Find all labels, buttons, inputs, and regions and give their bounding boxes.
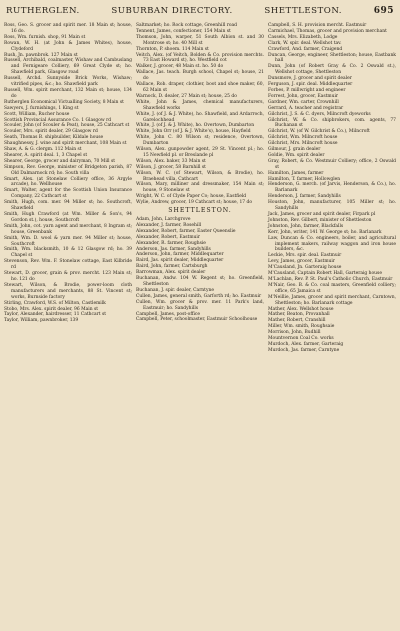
- left-column: [4, 23, 132, 324]
- directory-entry: Law, Duncan & Co. engineers, boiler, and agricultural implement makers, railway waggon and iron house builders, &c.: [268, 235, 396, 253]
- directory-entry: Cullen, James, general smith, Garforth rd; ho. Eastmuir: [136, 293, 262, 299]
- directory-entry: Mather, Robert, Cranshill: [268, 318, 326, 324]
- directory-entry: Duncan, George, engineer, Shettleston; house, Eastbank hall: [268, 52, 396, 64]
- directory-entry: Kerr, John, writer, 141 W. George st; ho. Barlanark: [268, 229, 382, 235]
- directory-entry: Alexander, J. farmer, Rosehill: [136, 222, 202, 228]
- directory-entry: Campbell, Peter, schoolmaster, Eastmuir Schoolhouse: [136, 317, 258, 323]
- page-header: [6, 6, 394, 20]
- directory-entry: Stirling, Crawford, W.S. of Milton, Castlemilk: [4, 300, 106, 306]
- directory-entry: Gilchrist, Wm. Milncroft house: [268, 135, 338, 141]
- page-number: 695: [373, 6, 394, 16]
- directory-entry: Smith, Wm. D. wool & yarn mer. 94 Miller st; house, Southcroft: [4, 235, 132, 247]
- directory-entry: White, J. (of J. & J. White), ho. Shawfield, and Ardarroch, Garelochhead: [136, 111, 264, 123]
- directory-entry: Alexander, Robert, Eastmuir: [136, 234, 200, 240]
- directory-entry: Clark, W. spir. deal. Wellshot tav.: [268, 40, 342, 46]
- directory-entry: Alexander, Robert, farmer, Easter Queenslie: [136, 228, 236, 234]
- directory-entry: Shearer, George, grocer and dairyman, 70 Mill st: [4, 158, 116, 164]
- directory-entry: Stewart, Wilson, & Brodie, power-loom cloth manufacturers and merchants, 88 St. Vincent st; works, Burnside factory: [4, 282, 132, 300]
- directory-entry: Stobo, Mrs. Alex. spirit dealer, 96 Main st: [4, 306, 99, 312]
- third-column: [268, 23, 396, 354]
- directory-entry: Barrowman, Alex. spirit dealer: [136, 270, 206, 276]
- directory-entry: Smith, Hugh Crawford (at Wm. Miller & Son's, 94 Gordon st.), house, Southcroft: [4, 212, 132, 223]
- directory-entry: M'Neillie, James, grocer and spirit merchant, Carntown, Shettleston; ho. Barlanark cottage: [268, 294, 396, 306]
- directory-entry: Ross, Geo. S. grocer and spirit mer. 18 Main st; house, 16 do.: [4, 23, 132, 34]
- directory-entry: Saltmarket; ho. Rock cottage, Greenhill road: [136, 23, 237, 28]
- directory-entry: Anderson, John, farmer, Middlequarter: [136, 252, 224, 258]
- directory-entry: Gardner, Wm. carter, Crownhill: [268, 99, 339, 105]
- directory-entry: Taylor, Alexander, hairdresser, 11 Cathcart st: [4, 312, 107, 318]
- directory-entry: Wallace, Rob. draper, clothier, boot and shoe maker, 60, 62 Main st: [136, 82, 264, 93]
- directory-entry: Wilson, Alex. gunpowder agent, 29 St. Vincent pl.; ho. 15 Newfield pl. or Breslande pl: [136, 147, 264, 158]
- directory-entry: Scouler, John (of Scouler & Peat), house, 25 Cathcart st: [4, 123, 130, 129]
- directory-entry: Gilchrist, W. & Co. shipbrokers, com. agents, 77 Buchanan st: [268, 117, 396, 129]
- directory-entry: Wright, W. C. of Clyde Paper Co; house, Eastfield: [136, 194, 247, 200]
- directory-entry: Johnston, Rev. Gilbert, minister of Shettleston: [268, 217, 372, 223]
- directory-entry: Goldie, Wm. spirit dealer: [268, 152, 325, 158]
- directory-entry: Russell, Archd. Sunnyside Brick Works, Wishaw; vitrified pipes, &c.; ho. Shawfield park: [4, 76, 132, 88]
- directory-entry: Baird, John, farmer, Cartsburgh: [136, 264, 208, 270]
- directory-entry: Leckie, Mrs. spir. deal. Eastmuir: [268, 253, 342, 259]
- directory-entry: Seath, Thomas B. shipbuilder, Kildale house: [4, 135, 104, 141]
- directory-entry: Murdoch, Jas. farmer, Carntyne: [268, 347, 340, 353]
- directory-entry: Tennent, James, confectioner, 154 Main st: [136, 28, 231, 34]
- directory-entry: Adam, John, Larchgrove: [136, 217, 191, 222]
- directory-entry: Jack, James, grocer and spirit dealer, Firpark pl: [268, 212, 376, 217]
- directory-entry: Forbes, P. millwright and engineer: [268, 87, 346, 93]
- directory-entry: Wallace, Jas. teach. Burgh school, Chapel st; house, 21 do: [136, 70, 264, 82]
- directory-entry: Forrest, John, grocer, Eastmuir: [268, 93, 338, 99]
- directory-entry: M'Lachlan, Rev. P. St. Paul's Catholic Church, Eastmuir: [268, 276, 393, 282]
- directory-entry: Stewart, D. grocer, grain & prov. mercht. 123 Main st; ho. 121 do: [4, 271, 132, 282]
- directory-entry: Buchanan, Andw. 104 W. Regent st; ho. Greenfield, Shettleston: [136, 276, 264, 287]
- directory-entry: Gilchrist, W. (of W. Gilchrist & Co.), Milncroft: [268, 129, 370, 135]
- directory-entry: Smith, Hugh, com. mer. 94 Miller st; ho. Southcroft, Shawfield: [4, 200, 132, 212]
- directory-entry: Shaw, A. & G. clergm. 112 Main st: [4, 147, 82, 153]
- directory-entry: Scott, William, Rucher house: [4, 111, 70, 117]
- directory-entry: Baird, Jas. spirit dealer, Middlequarter: [136, 258, 224, 264]
- directory-entry: Gray, Robert, & Co. Westmuir Colliery; office, 2 Oswald st: [268, 158, 396, 170]
- directory-entry: Shaughnessy, J. wine and spirit merchant, 108 Main st: [4, 141, 127, 147]
- directory-entry: Smart, Walter, agent for the Scottish Union Insurance Company, 22 Cathcart st: [4, 188, 132, 200]
- directory-entry: Henderson, G. merch. (of Jarvis, Henderson, & Co.), ho. Barlanark: [268, 182, 396, 194]
- directory-entry: Taylor, William, pawnbroker, 139: [4, 318, 79, 324]
- directory-entry: Shearer, A. spirit deal. 1, 3 Chapel st: [4, 152, 88, 158]
- directory-entry: Miller, Wm. smith, Roughsaie: [268, 324, 335, 330]
- directory-entry: Warnock, D. dealer, 27 Main st; house, 25 do: [136, 93, 237, 99]
- directory-entry: M'Nair, Geo. B. & Co. coal masters, Greenfield colliery; office, 65 Jamaica st: [268, 282, 396, 294]
- directory-entry: Mountvernon Coal Co. works: [268, 336, 334, 342]
- directory-entry: White, John & James, chemical manufacturers, Shawfield works: [136, 99, 264, 111]
- directory-entry: Scottish Provincial Assurance Co. 1 Glasgow rd: [4, 117, 112, 123]
- directory-entry: Gilmour, J. grain dealer: [268, 147, 321, 153]
- directory-entry: Mather, Beaton, Provanhall: [268, 312, 330, 318]
- section-heading-shettleston: SHETTLESTON.: [168, 207, 232, 215]
- directory-entry: Campbell, S. H. provision mercht. Eastmuir: [268, 23, 367, 28]
- directory-entry: Rush, Jn. pawnbrok. 127 Main st: [4, 52, 78, 58]
- directory-entry: White, John Orr (of J. & J. White's), house, Hayfield: [136, 129, 251, 135]
- directory-entry: Wylie, Andrew, grocer, 19 Cathcart st; house, 17 do: [136, 200, 253, 206]
- directory-entry: Gilchrist, J. S. & C. dyers, Milncroft dyeworks: [268, 111, 371, 117]
- directory-entry: Walker, J. grocer, 48 Main st. ho. 50 do: [136, 64, 224, 70]
- directory-entry: Thomson, John, warper, 51 South Albion st. and 30 Montrose st; ho. 40 Mill st: [136, 34, 264, 46]
- directory-entry: White, John C. 80 Wilson st; residence, Overtown, Dumbarton: [136, 135, 264, 147]
- header-right-title: SHETTLESTON.: [264, 6, 343, 16]
- directory-entry: Crawford, And. farmer, Craigend: [268, 46, 343, 52]
- directory-entry: Russell, Wm. spirit merchant, 132 Main st; house, 134 do: [4, 87, 132, 99]
- directory-entry: Carmichael, Thomas, grocer and provision merchant: [268, 28, 387, 34]
- directory-entry: M'Causland, Jn. Garteraig house: [268, 265, 342, 271]
- directory-entry: Scouler, Mrs. spirit dealer, 29 Glasgow rd: [4, 129, 98, 135]
- right-column: [136, 23, 264, 323]
- directory-entry: Johnston, John, farmer, Blackfalls: [268, 223, 344, 229]
- directory-entry: Mather, Alex. Wellshot house: [268, 306, 334, 312]
- directory-entry: Houston, John, manufacturer, 105 Miller st; ho. Sandyhills: [268, 200, 396, 212]
- directory-entry: Henderson, J. farmer, Sandyhills: [268, 194, 341, 200]
- directory-entry: Hamilton, T. farmer, Hollowglen: [268, 176, 341, 182]
- directory-entry: Levy, James, grocer, Eastmuir: [268, 259, 335, 265]
- directory-entry: Dunsmore, J. grocer and spirit dealer: [268, 76, 352, 82]
- directory-entry: Buchanan, J. spir. dealer, Carntyne: [136, 287, 214, 293]
- directory-entry: Gerrard, A. teacher and registrar: [268, 105, 344, 111]
- directory-entry: Smith, John, cot. yarn agent and merchant, 8 Ingram st; house, Greenbank: [4, 223, 132, 235]
- directory-entry: Ferguson, J. spir. deal. Middlequarter: [268, 82, 353, 88]
- directory-entry: White, J. (of J. & J. White), ho. Overtown, Dumbarton: [136, 123, 255, 129]
- directory-entry: Gilchrist, Mrs. Milncroft house: [268, 141, 338, 147]
- directory-entry: Cassels, Mrs. Elizabeth, Lodge: [268, 34, 338, 40]
- directory-entry: Murdoch, Alex. farmer, Garteraig: [268, 341, 344, 347]
- directory-entry: Simpson, Rev. George, minister of Bridgeton parish, 87 Old Dalmarnock rd; ho. South villa: [4, 164, 132, 176]
- directory-entry: Veitch, Alex. (of Veitch, Bolden & Co. provision merchts. 73 East Howard st), ho. Westfield cot: [136, 52, 264, 64]
- header-left-title: RUTHERGLEN.: [6, 6, 80, 16]
- directory-entry: Smith, Wm. blacksmith, 10 & 12 Glasgow rd; ho. 39 Chapel st: [4, 247, 132, 259]
- directory-entry: Ross, Wm. furnish. shop, 91 Main st: [4, 34, 86, 40]
- directory-entry: Anderson, Jas. farmer, Sandyhills: [136, 246, 211, 252]
- directory-entry: Wilson, Mary, milliner and dressmaker, 154 Main st; house, 9 Stonelaw st: [136, 182, 264, 194]
- directory-entry: Wilson, J. grocer, 58 Barnhill st: [136, 164, 206, 170]
- directory-entry: Campbell, James, post-office: [136, 311, 200, 317]
- directory-entry: Morrison, John, Budhill: [268, 330, 321, 336]
- directory-entry: Russell, Archibald, coalmaster, Wishaw and Cambuslang and Fernigeare Colliery, 69 Great Clyde st; ho. Shawfield park, Glasgow road: [4, 58, 132, 76]
- directory-entry: Thornton, P. shoem. 114 Main st: [136, 46, 209, 52]
- directory-entry: Sawyers, J. furnishings, 1 King st: [4, 105, 79, 111]
- directory-entry: M'Causland, Captain Robert Hall, Garteraig house: [268, 271, 382, 277]
- directory-entry: Rutherglen Economical Victualling Society, 8 Main st: [4, 99, 124, 105]
- directory-entry: Cullen, Wm. grocer & prov. mer. 11 Park's land, Eastmuir; ho. Sandyhills: [136, 299, 264, 311]
- directory-entry: Rowan, W. H. (at John & James Whites), house, Clydeford: [4, 40, 132, 52]
- directory-entry: Dunn, John (of Robert Gray & Co. 2 Oswald st.), Wellshot cottage, Shettleston: [268, 64, 396, 76]
- directory-entry: Hamilton, James, farmer: [268, 170, 324, 176]
- directory-entry: Wilson, Alex. baker, 33 Main st: [136, 158, 206, 164]
- directory-entry: Smart, Alex. (at Stonelaw Colliery office, 36 Argyle arcade), ho. Wellhouse: [4, 176, 132, 188]
- directory-entry: Wilson, W. C. (of Stewart, Wilson, & Brodie), ho. Braehead villa, Cathcart: [136, 170, 264, 182]
- header-center-title: SUBURBAN DIRECTORY.: [111, 6, 233, 16]
- directory-entry: Stevenson, Rev. Wm. F. Stonelaw cottage, East Kilbride rd: [4, 259, 132, 271]
- directory-entry: Alexander, R. farmer, Roughsie: [136, 240, 206, 246]
